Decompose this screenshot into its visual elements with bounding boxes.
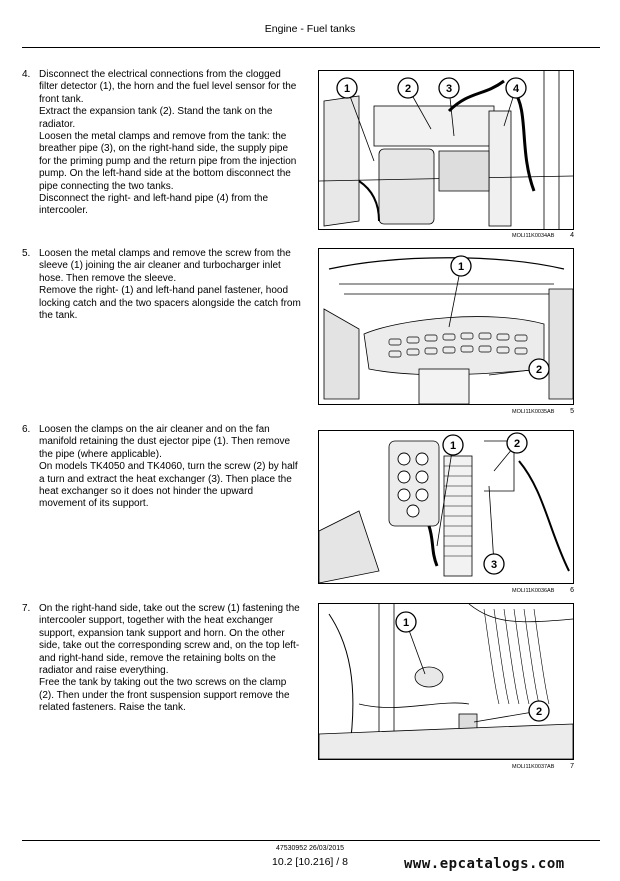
callout-2 xyxy=(529,359,549,379)
svg-text:1: 1 xyxy=(457,261,465,273)
callout-3 xyxy=(484,554,504,574)
step-text xyxy=(39,69,302,218)
svg-text:3: 3 xyxy=(445,83,453,95)
page-header-title: Engine - Fuel tanks xyxy=(264,23,356,35)
callout-1 xyxy=(451,256,471,276)
figure-7 xyxy=(318,603,574,760)
figure-number: 4 xyxy=(570,232,574,239)
step-paragraph: Loosen the metal clamps and remove from the tank: the breather pipe (3), on the right-hand side, the supply pipe for the priming pump and the return pipe from the injection pump. On the left-hand side at the bottom disconnect the pipe connecting the two tanks. xyxy=(39,131,297,192)
svg-text:1: 1 xyxy=(402,617,410,629)
svg-text:2: 2 xyxy=(535,364,543,376)
step-paragraph: Remove the right- (1) and left-hand panel fastener, hood locking catch and the two spacers alongside the catch from the tank. xyxy=(39,285,301,322)
step-5 xyxy=(22,248,302,322)
figure-code: MOLI11K0036AB xyxy=(512,588,555,594)
step-paragraph: Loosen the metal clamps and remove the screw from the sleeve (1) joining the air cleaner and turbocharger inlet hose. Then remove the sleeve. xyxy=(39,248,291,284)
callout-2 xyxy=(507,433,527,453)
step-number: 6. xyxy=(22,424,31,435)
svg-text:2: 2 xyxy=(404,83,412,95)
step-7 xyxy=(22,603,302,715)
figure-number: 7 xyxy=(570,763,574,770)
step-paragraph: Disconnect the electrical connections from the clogged filter detector (1), the horn and the fuel level sensor for the front tank. xyxy=(39,69,297,105)
callout-4 xyxy=(506,78,526,98)
svg-text:3: 3 xyxy=(490,559,498,571)
figure-code: MOLI11K0035AB xyxy=(512,409,555,415)
callout-2 xyxy=(398,78,418,98)
step-number: 4. xyxy=(22,69,31,80)
svg-text:4: 4 xyxy=(512,83,520,95)
figure-code: MOLI11K0037AB xyxy=(512,764,555,770)
watermark: www.epcatalogs.com xyxy=(404,856,565,872)
figure-6 xyxy=(318,430,574,584)
footer-page-number: 10.2 [10.216] / 8 xyxy=(272,856,348,868)
step-paragraph: Free the tank by taking out the two screws on the clamp (2). Then under the front suspension support remove the related fasteners. Raise the tank. xyxy=(39,677,290,714)
step-text xyxy=(39,603,302,715)
footer-rule xyxy=(22,840,600,841)
svg-text:1: 1 xyxy=(449,440,457,452)
step-paragraph: On models TK4050 and TK4060, turn the screw (2) by half a turn and extract the heat exchanger (3). Then place the heat exchanger so it does not hinder the upward movement of its support. xyxy=(39,461,298,510)
figure-4 xyxy=(318,70,574,230)
figure-number: 5 xyxy=(570,408,574,415)
footer-doc-ref: 47530952 26/03/2015 xyxy=(275,845,345,852)
figure-5 xyxy=(318,248,574,405)
callout-1 xyxy=(396,612,416,632)
step-paragraph: Extract the expansion tank (2). Stand the tank on the radiator. xyxy=(39,106,273,130)
svg-text:2: 2 xyxy=(513,438,521,450)
callout-2 xyxy=(529,701,549,721)
figure-code: MOLI11K0034AB xyxy=(512,233,555,239)
svg-text:1: 1 xyxy=(343,83,351,95)
step-text xyxy=(39,424,302,511)
step-6 xyxy=(22,424,302,511)
step-4 xyxy=(22,69,302,218)
figure-number: 6 xyxy=(570,587,574,594)
step-number: 7. xyxy=(22,603,31,614)
step-number: 5. xyxy=(22,248,31,259)
step-paragraph: Disconnect the right- and left-hand pipe (4) from the intercooler. xyxy=(39,193,269,217)
callout-1 xyxy=(337,78,357,98)
step-paragraph: Loosen the clamps on the air cleaner and on the fan manifold retaining the dust ejector pipe (1). Then remove the pipe (where applicable). xyxy=(39,424,291,460)
step-paragraph: On the right-hand side, take out the screw (1) fastening the intercooler support, together with the heat exchanger support, expansion tank support and horn. On the other side, take out the corresponding screw and, on the top left- and right-hand side, remove the retaining bolts on the radiator and raise everything. xyxy=(39,603,300,677)
callout-1 xyxy=(443,435,463,455)
svg-text:2: 2 xyxy=(535,706,543,718)
header-rule xyxy=(22,47,600,48)
callout-3 xyxy=(439,78,459,98)
step-text xyxy=(39,248,302,322)
